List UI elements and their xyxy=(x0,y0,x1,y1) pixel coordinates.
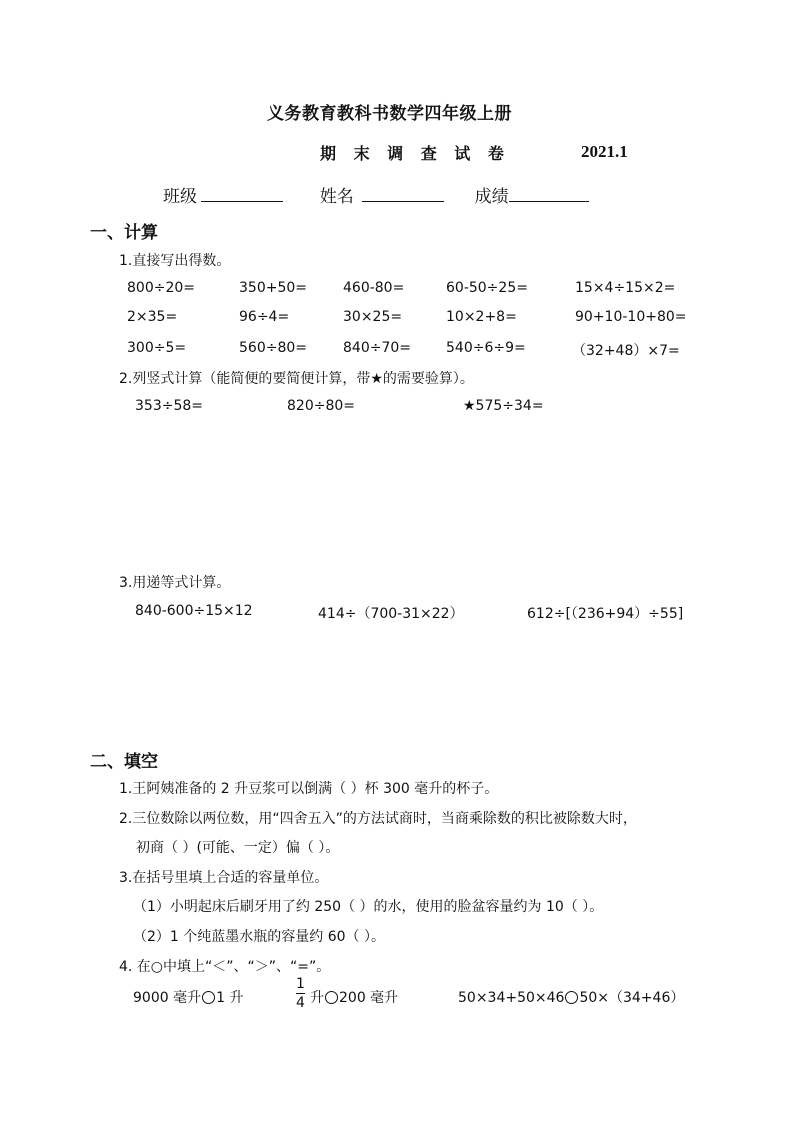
calc-item: 2×35= xyxy=(127,309,178,325)
exam-date: 2021.1 xyxy=(581,142,628,161)
compare-right: 1 升 xyxy=(216,990,244,1006)
vertical-calc-item: 353÷58= xyxy=(135,398,203,414)
compare-unit: 升 xyxy=(310,990,324,1006)
compare-item-b xyxy=(310,987,398,1007)
compare-left: 50×34+50×46 xyxy=(458,990,565,1006)
fraction-bar xyxy=(296,993,305,994)
calc-item: 350+50= xyxy=(239,280,307,296)
vertical-calc-item: ★575÷34= xyxy=(463,398,544,414)
compare-item-a xyxy=(133,987,243,1007)
section-heading-fill: 二、填空 xyxy=(90,752,158,772)
calc-item: 60-50÷25= xyxy=(446,280,528,296)
q3-label: 3.用递等式计算。 xyxy=(119,575,231,591)
compare-left: 9000 毫升 xyxy=(133,990,202,1006)
calc-item: 300÷5= xyxy=(127,340,187,356)
fill-q1: 1.王阿姨准备的 2 升豆浆可以倒满（ ）杯 300 毫升的杯子。 xyxy=(119,781,499,797)
stepwise-calc-item: 840-600÷15×12 xyxy=(135,603,253,619)
calc-item: 90+10-10+80= xyxy=(575,309,687,325)
calc-item: 30×25= xyxy=(343,309,403,325)
fill-q2-line2: 初商（ ）(可能、一定）偏（ ）。 xyxy=(136,840,340,856)
compare-circle[interactable] xyxy=(565,991,578,1004)
calc-item: 460-80= xyxy=(343,280,405,296)
name-blank[interactable] xyxy=(362,200,444,202)
compare-circle[interactable] xyxy=(202,991,215,1004)
fill-q3-sub2: （2）1 个纯蓝墨水瓶的容量约 60（ ）。 xyxy=(133,929,385,945)
compare-right: 200 毫升 xyxy=(339,990,399,1006)
q2-label: 2.列竖式计算（能简便的要简便计算，带★的需要验算）。 xyxy=(119,371,474,387)
calc-item: 560÷80= xyxy=(239,340,307,356)
q1-label: 1.直接写出得数。 xyxy=(119,253,231,269)
calc-item: 96÷4= xyxy=(239,309,290,325)
compare-right: 50×（34+46） xyxy=(579,990,685,1006)
fill-q3-label: 3.在括号里填上合适的容量单位。 xyxy=(119,870,329,886)
fraction-denominator: 4 xyxy=(296,995,305,1011)
compare-item-c xyxy=(458,987,684,1007)
fill-q3-sub1: （1）小明起床后刷牙用了约 250（ ）的水，使用的脸盆容量约为 10（ ）。 xyxy=(133,899,604,915)
section-heading-calc: 一、计算 xyxy=(90,223,158,243)
document-title: 义务教育教科书数学四年级上册 xyxy=(267,104,512,124)
calc-item: （32+48）×7= xyxy=(572,343,680,359)
fill-q4-label: 4. 在○中填上“＜”、“＞”、“=”。 xyxy=(119,959,331,975)
fraction-numerator: 1 xyxy=(296,976,305,992)
class-blank[interactable] xyxy=(201,200,283,202)
calc-item: 800÷20= xyxy=(127,280,195,296)
class-label: 班级 xyxy=(163,187,197,207)
calc-item: 840÷70= xyxy=(343,340,411,356)
fill-q2-line1: 2.三位数除以两位数，用“四舍五入”的方法试商时，当商乘除数的积比被除数大时， xyxy=(119,811,637,827)
fraction-one-quarter xyxy=(296,977,305,1010)
name-label: 姓名 xyxy=(319,187,354,207)
stepwise-calc-item: 612÷[（236+94）÷55] xyxy=(527,606,684,622)
student-info-row xyxy=(163,182,589,207)
calc-item: 540÷6÷9= xyxy=(446,340,526,356)
calc-item: 10×2+8= xyxy=(446,309,517,325)
calc-item: 15×4÷15×2= xyxy=(575,280,676,296)
vertical-calc-item: 820÷80= xyxy=(287,398,355,414)
exam-subtitle: 期 末 调 查 试 卷 xyxy=(320,144,510,163)
score-label: 成绩 xyxy=(474,187,509,207)
stepwise-calc-item: 414÷（700-31×22） xyxy=(318,606,464,622)
score-blank[interactable] xyxy=(509,200,589,202)
compare-circle[interactable] xyxy=(325,991,338,1004)
